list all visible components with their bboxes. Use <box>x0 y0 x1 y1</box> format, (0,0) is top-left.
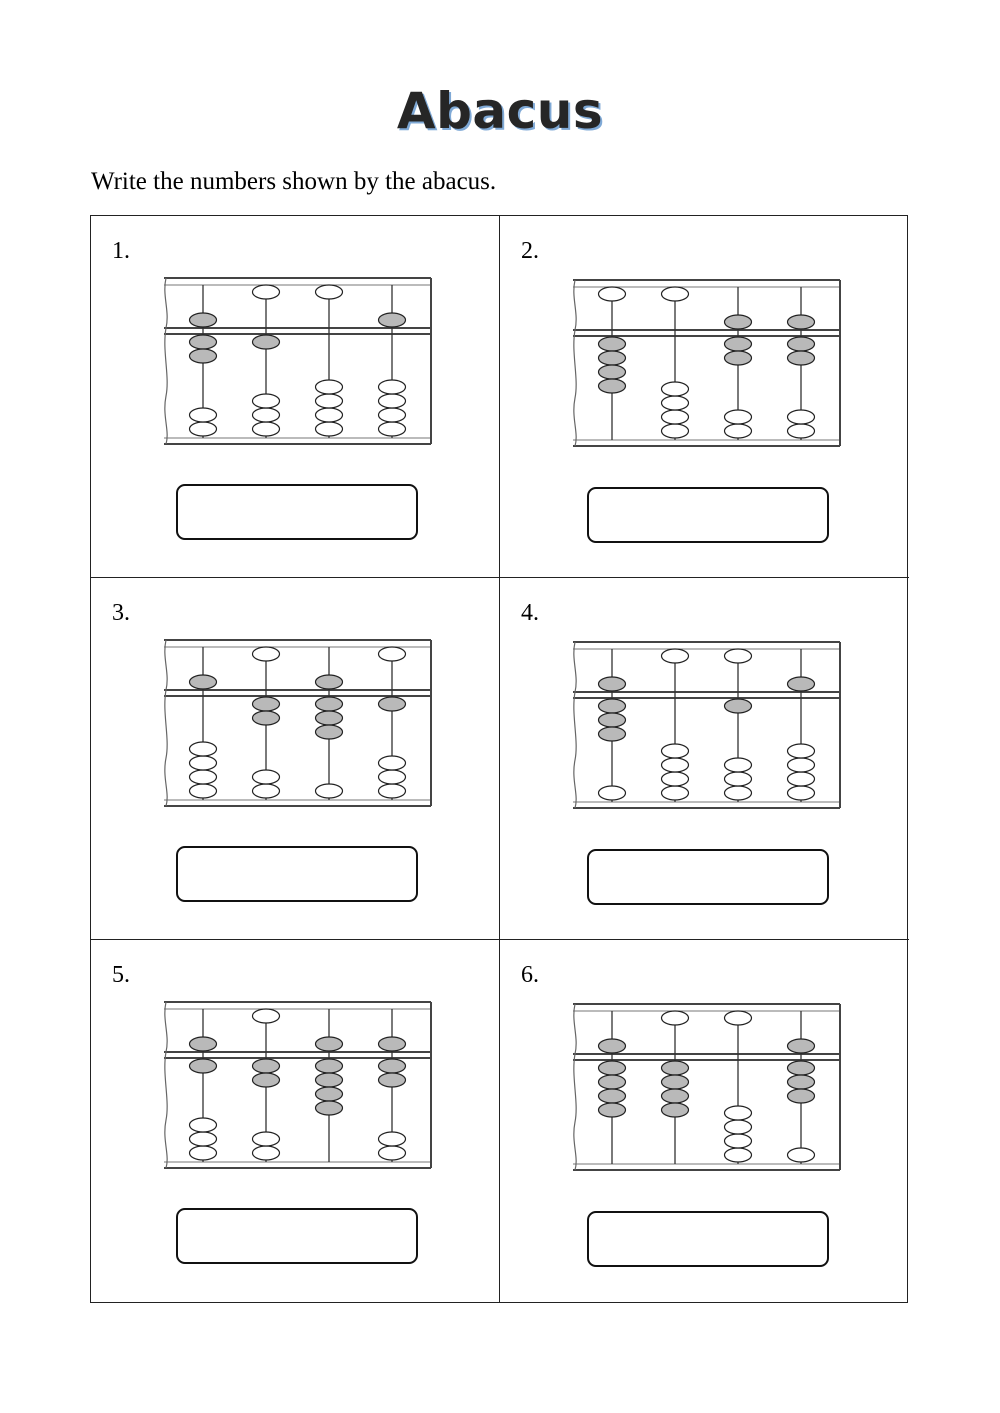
earth-bead-active <box>190 1059 217 1073</box>
earth-bead <box>253 408 280 422</box>
heaven-bead-active <box>316 675 343 689</box>
earth-bead-active <box>190 335 217 349</box>
earth-bead <box>662 382 689 396</box>
earth-bead <box>379 1132 406 1146</box>
heaven-bead <box>253 1009 280 1023</box>
earth-bead <box>662 396 689 410</box>
heaven-bead-active <box>788 315 815 329</box>
earth-bead-active <box>725 351 752 365</box>
problem-number: 3. <box>112 600 130 626</box>
earth-bead-active <box>190 349 217 363</box>
problem-cell <box>91 216 500 578</box>
answer-box[interactable] <box>587 1211 829 1267</box>
problem-number: 5. <box>112 962 130 988</box>
earth-bead-active <box>725 337 752 351</box>
problem-cell <box>91 578 500 940</box>
earth-bead-active <box>253 335 280 349</box>
heaven-bead <box>379 647 406 661</box>
earth-bead <box>316 408 343 422</box>
earth-bead-active <box>599 699 626 713</box>
abacus-frame-left-torn-edge <box>165 640 167 806</box>
earth-bead <box>788 424 815 438</box>
heaven-bead <box>662 1011 689 1025</box>
earth-bead <box>788 772 815 786</box>
earth-bead-active <box>599 337 626 351</box>
earth-bead <box>379 770 406 784</box>
earth-bead-active <box>316 725 343 739</box>
earth-bead <box>379 394 406 408</box>
earth-bead <box>725 1134 752 1148</box>
earth-bead-active <box>379 697 406 711</box>
abacus-figure <box>570 640 842 816</box>
earth-bead <box>725 424 752 438</box>
heaven-bead <box>316 285 343 299</box>
earth-bead <box>190 1146 217 1160</box>
abacus-figure <box>570 278 842 454</box>
heaven-bead-active <box>788 677 815 691</box>
page-title: Abacus <box>396 82 604 140</box>
earth-bead <box>190 1132 217 1146</box>
earth-bead-active <box>662 1075 689 1089</box>
earth-bead-active <box>253 711 280 725</box>
earth-bead <box>599 786 626 800</box>
abacus-frame-left-torn-edge <box>574 642 576 808</box>
earth-bead <box>190 784 217 798</box>
abacus-figure <box>161 276 433 452</box>
earth-bead <box>316 784 343 798</box>
earth-bead <box>253 1132 280 1146</box>
earth-bead-active <box>316 711 343 725</box>
earth-bead <box>725 1148 752 1162</box>
abacus-frame-left-torn-edge <box>165 1002 167 1168</box>
earth-bead <box>788 1148 815 1162</box>
earth-bead <box>662 424 689 438</box>
earth-bead <box>662 758 689 772</box>
heaven-bead-active <box>379 313 406 327</box>
problem-cell <box>500 940 909 1302</box>
heaven-bead <box>253 647 280 661</box>
heaven-bead <box>253 285 280 299</box>
heaven-bead-active <box>725 315 752 329</box>
earth-bead <box>253 1146 280 1160</box>
heaven-bead-active <box>599 677 626 691</box>
problem-cell <box>91 940 500 1302</box>
earth-bead <box>316 380 343 394</box>
answer-box[interactable] <box>176 484 418 540</box>
earth-bead <box>379 380 406 394</box>
earth-bead-active <box>253 697 280 711</box>
earth-bead-active <box>599 379 626 393</box>
earth-bead <box>253 770 280 784</box>
earth-bead <box>725 786 752 800</box>
earth-bead <box>316 422 343 436</box>
instruction-text: Write the numbers shown by the abacus. <box>91 168 497 195</box>
abacus-figure <box>570 1002 842 1178</box>
earth-bead-active <box>599 1103 626 1117</box>
earth-bead <box>725 758 752 772</box>
earth-bead-active <box>788 1075 815 1089</box>
earth-bead <box>725 410 752 424</box>
earth-bead <box>662 786 689 800</box>
earth-bead-active <box>599 1089 626 1103</box>
heaven-bead-active <box>599 1039 626 1053</box>
problem-cell <box>500 216 909 578</box>
earth-bead <box>190 756 217 770</box>
abacus-frame-left-torn-edge <box>574 280 576 446</box>
earth-bead-active <box>788 337 815 351</box>
heaven-bead <box>599 287 626 301</box>
abacus-frame-left-torn-edge <box>574 1004 576 1170</box>
heaven-bead <box>662 287 689 301</box>
answer-box[interactable] <box>587 849 829 905</box>
abacus-figure <box>161 1000 433 1176</box>
earth-bead-active <box>788 1061 815 1075</box>
earth-bead-active <box>316 1101 343 1115</box>
earth-bead-active <box>316 1073 343 1087</box>
earth-bead <box>190 770 217 784</box>
problem-grid <box>90 215 908 1303</box>
earth-bead-active <box>599 1061 626 1075</box>
abacus-frame-left-torn-edge <box>165 278 167 444</box>
earth-bead-active <box>725 699 752 713</box>
heaven-bead-active <box>379 1037 406 1051</box>
earth-bead-active <box>788 1089 815 1103</box>
answer-box[interactable] <box>176 846 418 902</box>
earth-bead-active <box>599 365 626 379</box>
earth-bead <box>662 772 689 786</box>
abacus-figure <box>161 638 433 814</box>
answer-box[interactable] <box>176 1208 418 1264</box>
problem-cell <box>500 578 909 940</box>
earth-bead-active <box>379 1073 406 1087</box>
earth-bead <box>788 786 815 800</box>
earth-bead-active <box>316 1087 343 1101</box>
earth-bead-active <box>316 1059 343 1073</box>
heaven-bead <box>725 649 752 663</box>
heaven-bead-active <box>190 1037 217 1051</box>
earth-bead <box>253 784 280 798</box>
earth-bead-active <box>788 351 815 365</box>
earth-bead <box>379 756 406 770</box>
earth-bead <box>379 784 406 798</box>
earth-bead-active <box>599 1075 626 1089</box>
heaven-bead-active <box>788 1039 815 1053</box>
earth-bead <box>190 408 217 422</box>
earth-bead <box>788 410 815 424</box>
earth-bead <box>725 1120 752 1134</box>
earth-bead <box>788 744 815 758</box>
earth-bead-active <box>316 697 343 711</box>
heaven-bead-active <box>190 675 217 689</box>
problem-number: 4. <box>521 600 539 626</box>
earth-bead-active <box>253 1059 280 1073</box>
earth-bead <box>662 744 689 758</box>
earth-bead-active <box>379 1059 406 1073</box>
earth-bead-active <box>599 713 626 727</box>
earth-bead <box>379 408 406 422</box>
earth-bead <box>788 758 815 772</box>
problem-number: 2. <box>521 238 539 264</box>
earth-bead-active <box>253 1073 280 1087</box>
earth-bead <box>725 772 752 786</box>
earth-bead <box>662 410 689 424</box>
earth-bead <box>190 422 217 436</box>
earth-bead <box>190 742 217 756</box>
heaven-bead <box>662 649 689 663</box>
problem-number: 6. <box>521 962 539 988</box>
earth-bead-active <box>662 1089 689 1103</box>
earth-bead-active <box>662 1103 689 1117</box>
earth-bead <box>379 422 406 436</box>
problem-number: 1. <box>112 238 130 264</box>
earth-bead <box>379 1146 406 1160</box>
earth-bead-active <box>662 1061 689 1075</box>
heaven-bead <box>725 1011 752 1025</box>
heaven-bead-active <box>316 1037 343 1051</box>
heaven-bead-active <box>190 313 217 327</box>
answer-box[interactable] <box>587 487 829 543</box>
earth-bead <box>253 422 280 436</box>
earth-bead-active <box>599 727 626 741</box>
earth-bead <box>190 1118 217 1132</box>
earth-bead-active <box>599 351 626 365</box>
earth-bead <box>725 1106 752 1120</box>
earth-bead <box>316 394 343 408</box>
earth-bead <box>253 394 280 408</box>
